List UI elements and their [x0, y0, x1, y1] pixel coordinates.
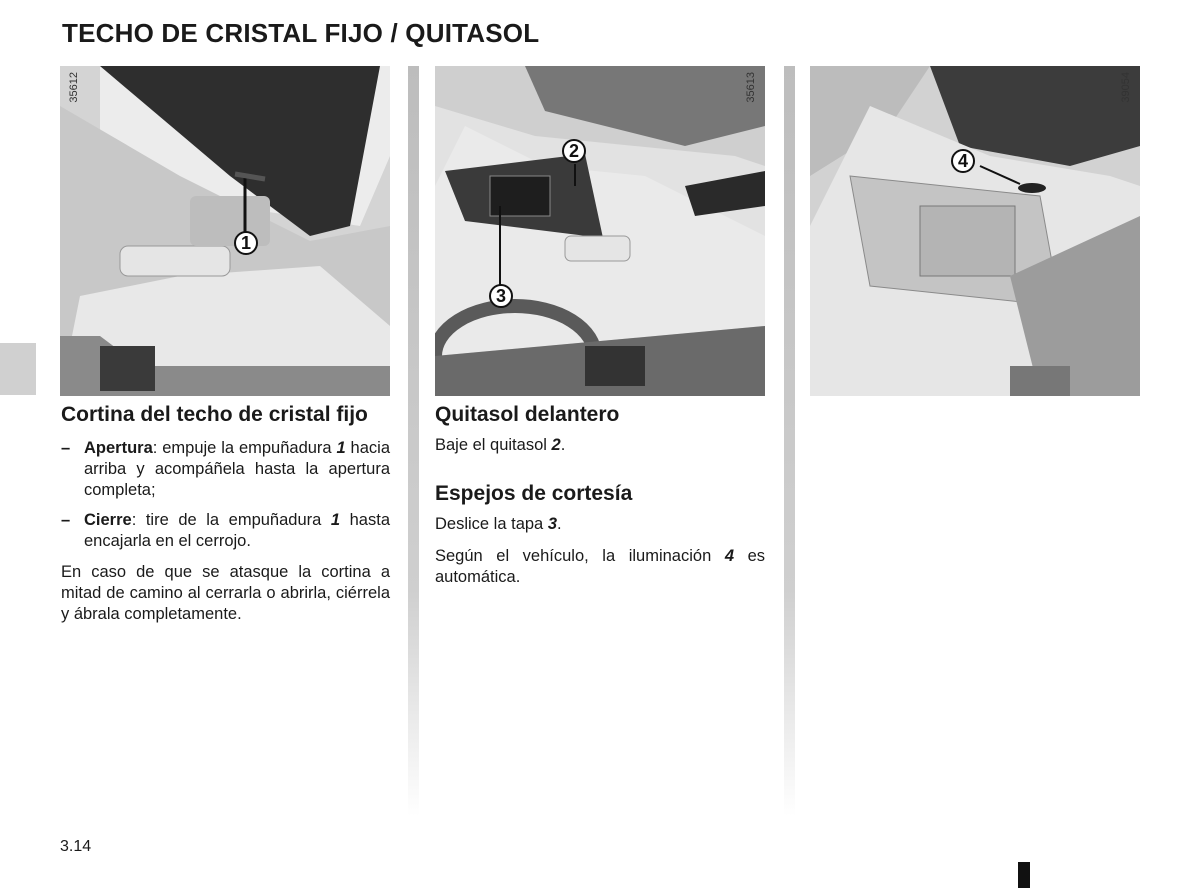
figure-front-sun-visor [435, 66, 765, 396]
chapter-tab [0, 343, 36, 395]
paragraph-text: . [557, 515, 562, 533]
callout-ref: 4 [724, 547, 734, 565]
section-heading: Cortina del techo de cristal fijo [61, 403, 368, 426]
bullet-text: hacia arriba y acompáñela hasta la apertura completa; [84, 439, 390, 499]
page-number: 3.14 [60, 838, 92, 855]
bullet-closing [61, 510, 390, 552]
paragraph [435, 435, 765, 456]
figure-vanity-mirror-light [810, 66, 1140, 396]
callout-ref: 1 [330, 511, 341, 529]
callout-ref: 1 [336, 439, 346, 457]
figure-code: 35612 [68, 72, 80, 103]
paragraph [435, 514, 765, 535]
bullet-text: : empuje la empuñadura [152, 439, 337, 457]
column-divider [408, 66, 419, 816]
paragraph: En caso de que se atasque la cortina a mitad de camino al cerrarla o abrirla, ciérrela y ábrala completamente. [61, 563, 390, 623]
paragraph-text: Baje el quitasol [435, 436, 552, 454]
column-2-text [435, 402, 765, 588]
callout-3: 3 [489, 284, 513, 308]
section-heading: Espejos de cortesía [435, 482, 633, 505]
figure-code: 35613 [745, 72, 757, 103]
callout-1: 1 [234, 231, 258, 255]
paragraph-text: . [560, 436, 566, 454]
paragraph-text: es automática. [435, 547, 765, 586]
callout-2: 2 [562, 139, 586, 163]
paragraph-text: Según el vehículo, la iluminación [435, 547, 725, 565]
paragraph-text: Deslice la tapa [435, 515, 548, 533]
bullet-label: Cierre [84, 511, 132, 529]
bullet-label: Apertura [84, 439, 153, 457]
bullet-text: hasta encajarla en el cerrojo. [84, 511, 390, 550]
callout-ref: 3 [547, 515, 557, 533]
column-1-text [61, 402, 390, 625]
bullet-dash: – [61, 511, 71, 529]
figure-glass-roof-blind [60, 66, 390, 396]
section-heading: Quitasol delantero [435, 403, 620, 426]
bullet-text: : tire de la empuñadura [131, 511, 331, 529]
corner-mark [1018, 862, 1030, 888]
callout-ref: 2 [551, 436, 561, 454]
page-title: TECHO DE CRISTAL FIJO / QUITASOL [62, 18, 540, 48]
column-divider [784, 66, 795, 816]
figure-code: 39054 [1120, 72, 1132, 103]
paragraph [435, 546, 765, 588]
bullet-opening [61, 438, 390, 501]
callout-4: 4 [951, 149, 975, 173]
bullet-dash: – [61, 439, 71, 457]
